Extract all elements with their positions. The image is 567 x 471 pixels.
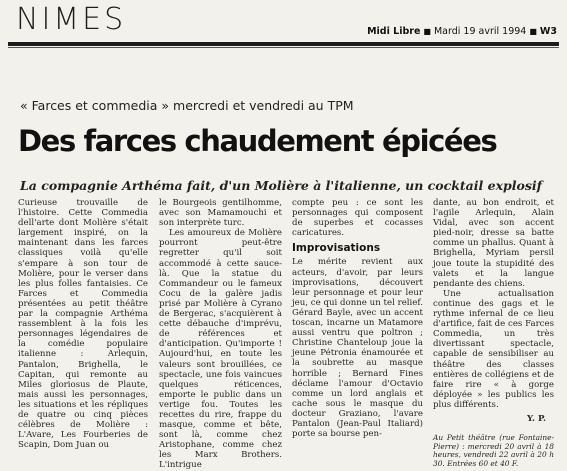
paragraph: compte peu : ce sont les personnages qui composent de superbes et cocasses caricatures. [292, 198, 423, 239]
article-column-1 [18, 198, 148, 451]
practical-info: Au Petit théâtre (rue Fontaine-Pierre) : mercredi 20 avril à 18 heures, vendredi 22 avril à 20 h 30. Entrées 60 et 40 F. [433, 433, 554, 468]
paragraph: Une actualisation continue des gags et le rythme infernal de ce lieu d'artifice, fait de ces Farces Commedia, un très divertissant spectacle, capable de sensibiliser au théâtre des classes entières de collégiens et de faire rire « à gorge déployée » les publics les plus différents. [433, 288, 554, 410]
subheading: Improvisations [292, 242, 381, 255]
paragraph: Le mérite revient aux acteurs, d'avoir, par leurs improvisations, découvert leur personnage et pour leur jeu, ce qui donne un tel relief. Gérard Bayle, avec un accent toscan, incarne un Matamore aussi ventru que poltron ; Christine Chanteloup joue la jeune Pétronia énamourée et la soubrette au masque horrible ; Bernard Fines déclame l'amour d'Octavio comme un lord anglais et cache sous le masque du docteur Graziano, l'avare Pantalon (Jean-Paul Italiard) porte sa bourse pen- [292, 257, 423, 440]
article-column-3 [292, 198, 423, 440]
paragraph: Les amoureux de Molière pourront peut-être regretter qu'il soit accommodé à cette sauce-là. Que la statue du Commandeur ou le fameux Cocu de la galère jadis prisé par Molière à Cyrano de Bergerac, s'acquièrent à cette débauche d'imprévu, de références et d'anticipation. Qu'importe ! Aujourd'hui, en toute les valeurs sont brouillées, ce spectacle, une fois vaincues quelques réticences, emporte le public dans un vertige fou. Toutes les recettes du rire, frappe du masque, comme et bête, sont là, comme chez Aristophane, comme chez les Marx Brothers. L'intrigue [159, 228, 282, 471]
article-headline: Des farces chaudement épicées [18, 124, 497, 158]
square-bullet-icon: ■ [529, 27, 537, 36]
square-bullet-icon: ■ [423, 27, 431, 36]
paragraph: dante, au bon endroit, et l'agile Arlequin, Alain Vidal, avec son accent pied-noir, dresse sa batte comme un phallus. Quant à Brighella, Myriam persil joue toute la stupidité des valets et la langue pendante des chiens. [433, 198, 554, 289]
author-signature: Y. P. [526, 413, 546, 424]
article-column-4 [433, 198, 554, 468]
paragraph: Curieuse trouvaille de l'histoire. Cette Commedia dell'arte dont Molière s'était largement inspiré, on la maintenant dans les farces classiques voilà qu'elle s'empare à son tour de Molière, pour le verser dans les plus folles fantaisies. Ce Farces et Commedia présentées au petit théâtre par la compagnie Arthéma rassemblent à la fois les personnages légendaires de la comédie populaire italienne : Arlequin, Pantalon, Brighella, le Capitan, qui remonte au Miles gloriosus de Plaute, mais aussi les personnages, les situations et les répliques de quatre ou cinq pièces célèbres de Molière : L'Avare, Les Fourberies de Scapin, Dom Juan ou [18, 198, 148, 451]
article-column-2 [159, 198, 282, 471]
page-code: W3 [539, 26, 557, 37]
masthead-rule [8, 42, 559, 46]
masthead-line [367, 26, 557, 37]
article-deck: La compagnie Arthéma fait, d'un Molière à l'italienne, un cocktail explosif [20, 178, 543, 193]
article-kicker: « Farces et commedia » mercredi et vendredi au TPM [20, 98, 354, 113]
issue-date: Mardi 19 avril 1994 [433, 26, 527, 37]
masthead-thin-rule [8, 47, 559, 48]
paragraph: le Bourgeois gentilhomme, avec son Mamamouchi et son interprète turc. [159, 198, 282, 229]
newspaper-name: Midi Libre [367, 26, 421, 37]
section-title: NIMES [16, 2, 127, 37]
